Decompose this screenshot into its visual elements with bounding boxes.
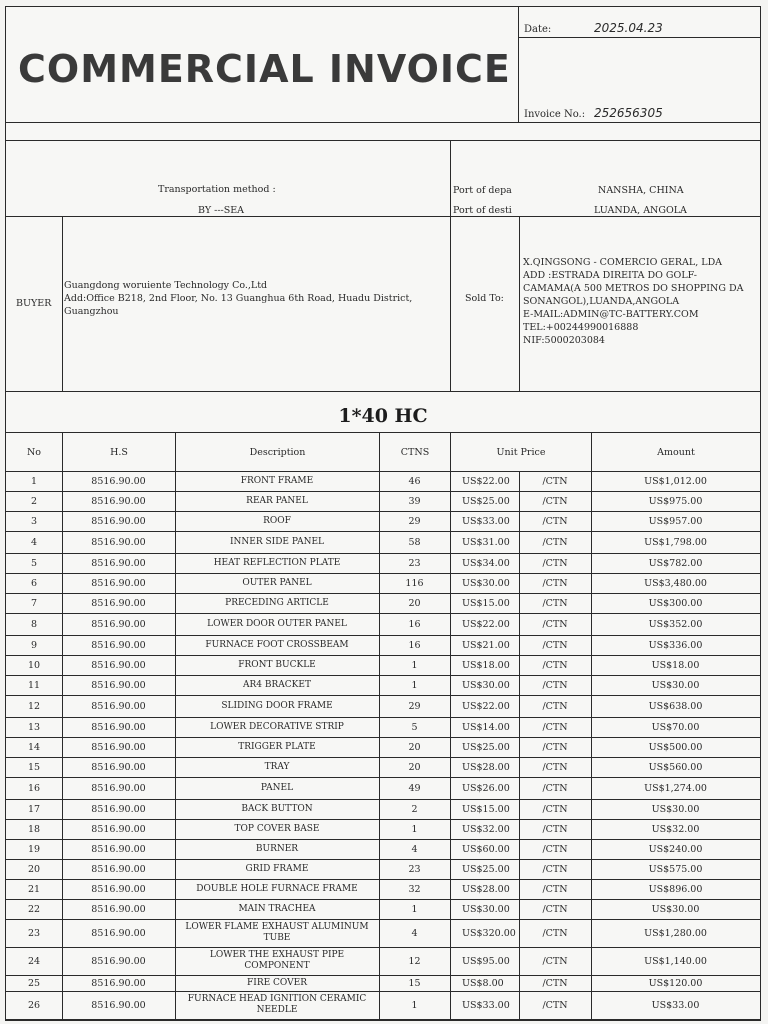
row-description: FRONT BUCKLE — [238, 659, 316, 670]
row-ctns: 32 — [408, 883, 421, 895]
table-column-rule — [591, 432, 592, 1020]
row-amount: US$957.00 — [648, 515, 703, 527]
row-ctns: 1 — [411, 823, 418, 835]
row-hs-code: 8516.90.00 — [91, 700, 146, 712]
row-hs-code: 8516.90.00 — [91, 927, 146, 939]
row-unit-price: US$31.00 — [462, 536, 510, 548]
transport-method-value: BY ---SEA — [198, 205, 245, 216]
row-unit: /CTN — [542, 741, 568, 753]
row-unit-price: US$30.00 — [462, 679, 510, 691]
row-ctns: 4 — [411, 927, 418, 939]
row-unit: /CTN — [542, 679, 568, 691]
row-number: 24 — [27, 955, 41, 967]
row-amount: US$638.00 — [648, 700, 703, 712]
destination-port-value: LUANDA, ANGOLA — [594, 205, 687, 216]
row-amount: US$336.00 — [648, 639, 703, 651]
row-hs-code: 8516.90.00 — [91, 843, 146, 855]
row-number: 2 — [30, 495, 38, 507]
sold-to-line: SONANGOL),LUANDA,ANGOLA — [523, 296, 680, 307]
row-amount: US$32.00 — [651, 823, 700, 835]
row-unit-price: US$30.00 — [462, 577, 510, 589]
row-description: HEAT REFLECTION PLATE — [213, 557, 341, 568]
row-hs-code: 8516.90.00 — [91, 721, 146, 733]
row-description: ROOF — [263, 515, 291, 526]
row-hs-code: 8516.90.00 — [91, 495, 146, 507]
date-value: 2025.04.23 — [594, 21, 663, 35]
row-description: FIRE COVER — [247, 977, 307, 988]
row-unit-price: US$14.00 — [462, 721, 510, 733]
row-ctns: 49 — [408, 782, 421, 794]
row-unit: /CTN — [542, 577, 568, 589]
row-ctns: 116 — [405, 577, 424, 589]
row-number: 8 — [30, 618, 38, 630]
row-amount: US$300.00 — [648, 597, 703, 609]
row-hs-code: 8516.90.00 — [91, 618, 146, 630]
row-unit: /CTN — [542, 618, 568, 630]
row-amount: US$30.00 — [651, 903, 700, 915]
row-description: TRIGGER PLATE — [238, 741, 316, 752]
row-amount: US$30.00 — [651, 803, 700, 815]
row-hs-code: 8516.90.00 — [91, 577, 146, 589]
row-unit-price: US$30.00 — [462, 903, 510, 915]
row-description: REAR PANEL — [246, 495, 308, 506]
row-ctns: 4 — [411, 843, 418, 855]
row-unit: /CTN — [542, 515, 568, 527]
row-description: TRAY — [264, 761, 290, 772]
row-description: DOUBLE HOLE FURNACE FRAME — [196, 883, 358, 894]
table-column-rule — [175, 432, 176, 1020]
row-description: PRECEDING ARTICLE — [225, 597, 329, 608]
row-ctns: 1 — [411, 679, 418, 691]
table-row-rule — [6, 1019, 760, 1020]
row-unit-price: US$22.00 — [462, 618, 510, 630]
row-hs-code: 8516.90.00 — [91, 883, 146, 895]
row-unit: /CTN — [542, 639, 568, 651]
row-amount: US$18.00 — [651, 659, 700, 671]
row-unit-price: US$33.00 — [462, 999, 510, 1011]
row-hs-code: 8516.90.00 — [91, 955, 146, 967]
row-unit-price: US$22.00 — [462, 700, 510, 712]
row-ctns: 58 — [408, 536, 421, 548]
col-header-unit-price: Unit Price — [496, 447, 546, 458]
row-hs-code: 8516.90.00 — [91, 536, 146, 548]
row-unit: /CTN — [542, 761, 568, 773]
sold-to-line: E-MAIL:ADMIN@TC-BATTERY.COM — [523, 309, 699, 320]
row-description: AR4 BRACKET — [243, 679, 311, 690]
row-unit: /CTN — [542, 495, 568, 507]
row-hs-code: 8516.90.00 — [91, 659, 146, 671]
row-unit: /CTN — [542, 977, 568, 989]
row-unit: /CTN — [542, 823, 568, 835]
sold-to-address — [523, 256, 759, 347]
row-hs-code: 8516.90.00 — [91, 597, 146, 609]
col-header-description: Description — [249, 447, 306, 458]
row-hs-code: 8516.90.00 — [91, 515, 146, 527]
row-amount: US$560.00 — [648, 761, 703, 773]
row-number: 15 — [27, 761, 41, 773]
row-unit-price: US$28.00 — [462, 761, 510, 773]
row-amount: US$1,274.00 — [644, 782, 707, 794]
table-column-rule — [379, 432, 380, 1020]
row-amount: US$1,280.00 — [644, 927, 707, 939]
row-unit: /CTN — [542, 557, 568, 569]
row-unit-price: US$21.00 — [462, 639, 510, 651]
invoice-number-label: Invoice No.: — [524, 109, 586, 120]
row-hs-code: 8516.90.00 — [91, 823, 146, 835]
row-number: 12 — [27, 700, 41, 712]
row-unit-price: US$320.00 — [462, 927, 516, 939]
row-number: 21 — [27, 883, 41, 895]
row-unit: /CTN — [542, 721, 568, 733]
col-header-no: No — [26, 447, 42, 458]
row-hs-code: 8516.90.00 — [91, 475, 146, 487]
table-column-rule — [450, 432, 451, 1020]
row-unit-price: US$15.00 — [462, 803, 510, 815]
buyer-address — [64, 279, 449, 318]
row-ctns: 20 — [408, 761, 421, 773]
row-unit-price: US$26.00 — [462, 782, 510, 794]
row-number: 6 — [30, 577, 38, 589]
row-description: LOWER DOOR OUTER PANEL — [207, 618, 347, 629]
row-description: FRONT FRAME — [240, 475, 314, 486]
row-unit: /CTN — [542, 475, 568, 487]
row-description: PANEL — [260, 782, 294, 793]
row-unit-price: US$60.00 — [462, 843, 510, 855]
row-description: LOWER THE EXHAUST PIPE COMPONENT — [209, 950, 345, 971]
row-hs-code: 8516.90.00 — [91, 639, 146, 651]
row-ctns: 12 — [408, 955, 421, 967]
row-ctns: 46 — [408, 475, 421, 487]
row-description: MAIN TRACHEA — [238, 903, 316, 914]
row-unit-price: US$33.00 — [462, 515, 510, 527]
row-description: OUTER PANEL — [242, 577, 312, 588]
row-ctns: 16 — [408, 618, 421, 630]
row-number: 20 — [27, 863, 41, 875]
col-header-hs: H.S — [110, 447, 128, 458]
row-ctns: 29 — [408, 700, 421, 712]
col-header-ctns: CTNS — [400, 447, 430, 458]
row-ctns: 29 — [408, 515, 421, 527]
row-unit: /CTN — [542, 999, 568, 1011]
row-number: 4 — [30, 536, 38, 548]
sold-to-label: Sold To: — [465, 293, 504, 304]
row-ctns: 20 — [408, 741, 421, 753]
row-unit: /CTN — [542, 782, 568, 794]
row-amount: US$240.00 — [648, 843, 703, 855]
row-unit-price: US$18.00 — [462, 659, 510, 671]
row-amount: US$896.00 — [648, 883, 703, 895]
row-ctns: 1 — [411, 903, 418, 915]
row-unit-price: US$8.00 — [462, 977, 504, 989]
row-number: 7 — [30, 597, 38, 609]
row-unit: /CTN — [542, 700, 568, 712]
row-ctns: 20 — [408, 597, 421, 609]
transport-method-label: Transportation method : — [158, 184, 276, 195]
container-type: 1*40 HC — [338, 405, 428, 427]
col-header-amount: Amount — [657, 447, 695, 458]
row-number: 10 — [27, 659, 41, 671]
row-number: 14 — [27, 741, 41, 753]
row-number: 18 — [27, 823, 41, 835]
row-hs-code: 8516.90.00 — [91, 863, 146, 875]
row-description: LOWER FLAME EXHAUST ALUMINUM TUBE — [185, 922, 369, 943]
row-unit-price: US$95.00 — [462, 955, 510, 967]
row-amount: US$3,480.00 — [644, 577, 707, 589]
row-ctns: 1 — [411, 999, 418, 1011]
row-number: 23 — [27, 927, 41, 939]
row-hs-code: 8516.90.00 — [91, 679, 146, 691]
row-description: BURNER — [255, 843, 299, 854]
sold-to-line: ADD :ESTRADA DIREITA DO GOLF- — [523, 270, 697, 281]
row-description: LOWER DECORATIVE STRIP — [210, 721, 344, 732]
row-unit: /CTN — [542, 883, 568, 895]
row-unit-price: US$28.00 — [462, 883, 510, 895]
row-amount: US$500.00 — [648, 741, 703, 753]
row-unit-price: US$22.00 — [462, 475, 510, 487]
departure-port-label: Port of depa — [453, 185, 512, 196]
row-description: FURNACE HEAD IGNITION CERAMIC NEEDLE — [187, 994, 367, 1015]
row-amount: US$782.00 — [648, 557, 703, 569]
row-unit-price: US$25.00 — [462, 495, 510, 507]
buyer-line: Guangzhou — [64, 306, 119, 317]
row-unit: /CTN — [542, 803, 568, 815]
row-number: 9 — [30, 639, 38, 651]
departure-port-value: NANSHA, CHINA — [598, 185, 684, 196]
row-amount: US$30.00 — [651, 679, 700, 691]
row-description: FURNACE FOOT CROSSBEAM — [205, 639, 349, 650]
row-description: SLIDING DOOR FRAME — [221, 700, 333, 711]
buyer-label: BUYER — [16, 298, 52, 309]
row-unit-price: US$25.00 — [462, 741, 510, 753]
row-unit-price: US$34.00 — [462, 557, 510, 569]
row-number: 26 — [27, 999, 41, 1011]
row-hs-code: 8516.90.00 — [91, 999, 146, 1011]
row-unit-price: US$25.00 — [462, 863, 510, 875]
row-hs-code: 8516.90.00 — [91, 761, 146, 773]
row-unit: /CTN — [542, 955, 568, 967]
row-unit: /CTN — [542, 927, 568, 939]
row-amount: US$33.00 — [651, 999, 700, 1011]
row-amount: US$975.00 — [648, 495, 703, 507]
row-unit: /CTN — [542, 903, 568, 915]
row-number: 5 — [30, 557, 38, 569]
row-number: 19 — [27, 843, 41, 855]
row-unit: /CTN — [542, 597, 568, 609]
row-unit-price: US$32.00 — [462, 823, 510, 835]
row-amount: US$1,012.00 — [644, 475, 707, 487]
row-hs-code: 8516.90.00 — [91, 782, 146, 794]
row-number: 25 — [27, 977, 41, 989]
row-description: BACK BUTTON — [241, 803, 313, 814]
row-description: INNER SIDE PANEL — [229, 536, 325, 547]
row-ctns: 1 — [411, 659, 418, 671]
date-label: Date: — [524, 24, 552, 35]
sold-to-line: TEL:+00244990016888 — [523, 322, 639, 333]
row-number: 17 — [27, 803, 41, 815]
row-ctns: 2 — [411, 803, 418, 815]
row-hs-code: 8516.90.00 — [91, 903, 146, 915]
row-description: GRID FRAME — [245, 863, 309, 874]
row-unit: /CTN — [542, 863, 568, 875]
sold-to-line: CAMAMA(A 500 METROS DO SHOPPING DA — [523, 283, 744, 294]
row-ctns: 5 — [411, 721, 418, 733]
row-unit: /CTN — [542, 843, 568, 855]
row-number: 22 — [27, 903, 41, 915]
row-ctns: 15 — [408, 977, 421, 989]
row-amount: US$120.00 — [648, 977, 703, 989]
row-description: TOP COVER BASE — [234, 823, 320, 834]
row-amount: US$1,798.00 — [644, 536, 707, 548]
row-number: 3 — [30, 515, 38, 527]
table-column-rule — [62, 432, 63, 1020]
row-number: 1 — [30, 475, 38, 487]
row-number: 13 — [27, 721, 41, 733]
sold-to-line: NIF:5000203084 — [523, 335, 605, 346]
row-hs-code: 8516.90.00 — [91, 977, 146, 989]
row-amount: US$352.00 — [648, 618, 703, 630]
sold-to-line: X.QINGSONG - COMERCIO GERAL, LDA — [523, 257, 723, 268]
row-hs-code: 8516.90.00 — [91, 741, 146, 753]
row-number: 11 — [27, 679, 41, 691]
row-unit: /CTN — [542, 659, 568, 671]
buyer-line: Add:Office B218, 2nd Floor, No. 13 Guanghua 6th Road, Huadu District, — [64, 293, 413, 304]
buyer-line: Guangdong woruiente Technology Co.,Ltd — [64, 280, 268, 291]
row-unit-price: US$15.00 — [462, 597, 510, 609]
row-hs-code: 8516.90.00 — [91, 803, 146, 815]
destination-port-label: Port of desti — [453, 205, 512, 216]
row-ctns: 39 — [408, 495, 421, 507]
row-hs-code: 8516.90.00 — [91, 557, 146, 569]
row-ctns: 23 — [408, 863, 421, 875]
invoice-sheet — [5, 6, 761, 1021]
row-unit: /CTN — [542, 536, 568, 548]
invoice-title: COMMERCIAL INVOICE — [18, 47, 511, 91]
row-number: 16 — [27, 782, 41, 794]
row-amount: US$70.00 — [651, 721, 700, 733]
row-amount: US$575.00 — [648, 863, 703, 875]
row-ctns: 16 — [408, 639, 421, 651]
row-ctns: 23 — [408, 557, 421, 569]
invoice-number-value: 252656305 — [594, 106, 663, 120]
row-amount: US$1,140.00 — [644, 955, 707, 967]
